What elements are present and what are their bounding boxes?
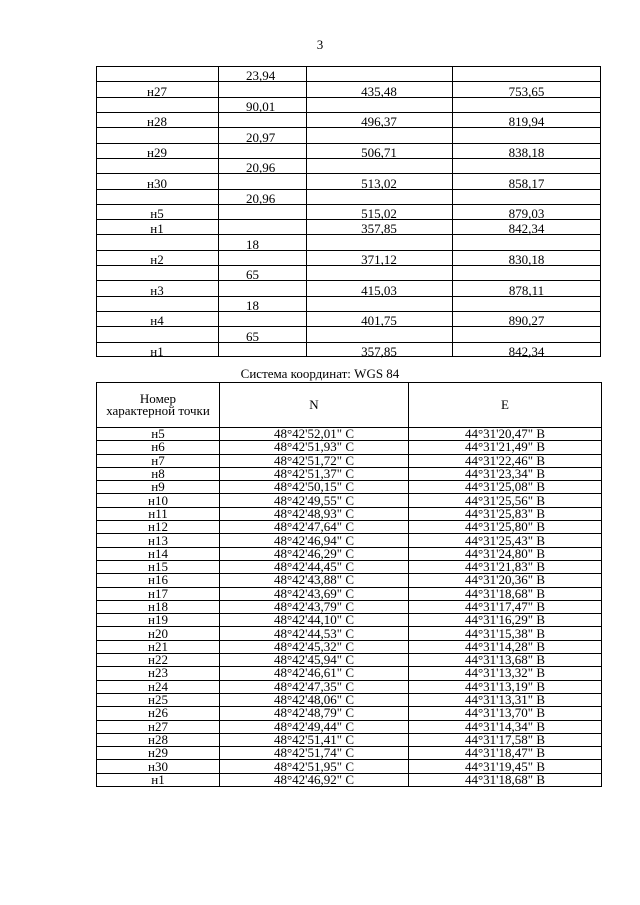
- column-divider: [452, 66, 453, 357]
- point-cell: н21: [97, 640, 220, 653]
- longitude-cell: 44°31'25,43" В: [409, 534, 602, 547]
- x-cell: 513,02: [361, 175, 397, 191]
- point-cell: н2: [150, 252, 164, 268]
- table-row: [96, 143, 601, 159]
- latitude-cell: 48°42'51,72" С: [220, 454, 409, 467]
- x-cell: 415,03: [361, 282, 397, 298]
- point-cell: н5: [97, 428, 220, 441]
- longitude-cell: 44°31'13,32" В: [409, 667, 602, 680]
- distance-cell: 20,97: [246, 129, 276, 145]
- point-cell: н4: [150, 313, 164, 329]
- latitude-cell: 48°42'52,01" С: [220, 428, 409, 441]
- x-cell: 515,02: [361, 206, 397, 222]
- distance-cell: 65: [246, 267, 259, 283]
- y-cell: 858,17: [508, 175, 545, 191]
- table-row: [96, 280, 601, 296]
- longitude-cell: 44°31'25,08" В: [409, 481, 602, 494]
- point-cell: н29: [97, 747, 220, 760]
- distance-cell: 18: [246, 298, 259, 314]
- point-cell: н1: [150, 221, 164, 237]
- longitude-cell: 44°31'14,34" В: [409, 720, 602, 733]
- latitude-cell: 48°42'46,61" С: [220, 667, 409, 680]
- latitude-cell: 48°42'50,15" С: [220, 481, 409, 494]
- latitude-cell: 48°42'45,32" С: [220, 640, 409, 653]
- point-cell: н18: [97, 600, 220, 613]
- latitude-cell: 48°42'44,53" С: [220, 627, 409, 640]
- table-row: [96, 66, 601, 82]
- latitude-cell: 48°42'43,88" С: [220, 574, 409, 587]
- latitude-cell: 48°42'51,93" С: [220, 441, 409, 454]
- table-row: [96, 296, 601, 312]
- longitude-cell: 44°31'13,31" В: [409, 693, 602, 706]
- table-row: [97, 747, 602, 760]
- table-row: [96, 326, 601, 342]
- longitude-cell: 44°31'22,46" В: [409, 454, 602, 467]
- distance-cell: 20,96: [246, 160, 276, 176]
- latitude-cell: 48°42'43,69" С: [220, 587, 409, 600]
- y-cell: 842,34: [508, 343, 545, 359]
- wgs84-table: [96, 382, 602, 787]
- point-cell: н23: [97, 667, 220, 680]
- coordinates-table: [96, 66, 601, 357]
- longitude-cell: 44°31'18,47" В: [409, 747, 602, 760]
- table-row: [96, 97, 601, 113]
- longitude-cell: 44°31'25,83" В: [409, 507, 602, 520]
- table-row: [96, 265, 601, 281]
- table-row: [96, 189, 601, 205]
- point-cell: н20: [97, 627, 220, 640]
- table-row: [96, 204, 601, 220]
- table-row: [96, 81, 601, 97]
- x-cell: 357,85: [361, 221, 397, 237]
- longitude-cell: 44°31'16,29" В: [409, 614, 602, 627]
- x-cell: 506,71: [361, 144, 397, 160]
- header-point-number: Номер характерной точки: [97, 383, 220, 428]
- longitude-cell: 44°31'13,68" В: [409, 654, 602, 667]
- x-cell: 435,48: [361, 83, 397, 99]
- point-cell: н28: [147, 114, 167, 130]
- column-divider: [306, 66, 307, 357]
- point-cell: н25: [97, 693, 220, 706]
- point-cell: н27: [147, 83, 167, 99]
- longitude-cell: 44°31'17,58" В: [409, 733, 602, 746]
- point-cell: н11: [97, 507, 220, 520]
- table-row: [97, 481, 602, 494]
- coordinate-system-caption: Система координат: WGS 84: [240, 366, 400, 381]
- table-row: [96, 158, 601, 174]
- point-cell: н9: [97, 481, 220, 494]
- longitude-cell: 44°31'19,45" В: [409, 760, 602, 773]
- point-cell: н30: [97, 760, 220, 773]
- x-cell: 357,85: [361, 343, 397, 359]
- table-row: [96, 127, 601, 143]
- header-row: [97, 383, 602, 428]
- point-cell: н8: [97, 467, 220, 480]
- distance-cell: 23,94: [246, 68, 276, 84]
- longitude-cell: 44°31'15,38" В: [409, 627, 602, 640]
- point-cell: н30: [147, 175, 167, 191]
- table-row: [96, 173, 601, 189]
- table-row: [96, 219, 601, 235]
- point-cell: н28: [97, 733, 220, 746]
- latitude-cell: 48°42'43,79" С: [220, 600, 409, 613]
- table-row: [97, 521, 602, 534]
- longitude-cell: 44°31'14,28" В: [409, 640, 602, 653]
- point-cell: н5: [150, 206, 164, 222]
- longitude-cell: 44°31'25,80" В: [409, 521, 602, 534]
- point-cell: н24: [97, 680, 220, 693]
- point-cell: н29: [147, 144, 167, 160]
- table-row: [96, 250, 601, 266]
- longitude-cell: 44°31'24,80" В: [409, 547, 602, 560]
- table-row: [97, 614, 602, 627]
- latitude-cell: 48°42'44,10" С: [220, 614, 409, 627]
- longitude-cell: 44°31'25,56" В: [409, 494, 602, 507]
- longitude-cell: 44°31'21,49" В: [409, 441, 602, 454]
- point-cell: н7: [97, 454, 220, 467]
- latitude-cell: 48°42'49,55" С: [220, 494, 409, 507]
- y-cell: 879,03: [508, 206, 545, 222]
- column-divider: [218, 66, 219, 357]
- longitude-cell: 44°31'20,36" В: [409, 574, 602, 587]
- longitude-cell: 44°31'21,83" В: [409, 560, 602, 573]
- point-cell: н1: [97, 773, 220, 786]
- latitude-cell: 48°42'46,94" С: [220, 534, 409, 547]
- point-cell: н3: [150, 282, 164, 298]
- latitude-cell: 48°42'46,29" С: [220, 547, 409, 560]
- y-cell: 878,11: [508, 282, 545, 298]
- table-row: [96, 234, 601, 250]
- latitude-cell: 48°42'44,45" С: [220, 560, 409, 573]
- y-cell: 819,94: [508, 114, 545, 130]
- y-cell: 753,65: [508, 83, 545, 99]
- point-cell: н10: [97, 494, 220, 507]
- point-cell: н12: [97, 521, 220, 534]
- point-cell: н1: [150, 343, 164, 359]
- point-cell: н19: [97, 614, 220, 627]
- y-cell: 830,18: [508, 252, 545, 268]
- table-row: [96, 342, 601, 357]
- latitude-cell: 48°42'51,74" С: [220, 747, 409, 760]
- latitude-cell: 48°42'48,93" С: [220, 507, 409, 520]
- longitude-cell: 44°31'13,19" В: [409, 680, 602, 693]
- point-cell: н16: [97, 574, 220, 587]
- header-n: N: [220, 383, 409, 428]
- table-row: [96, 311, 601, 327]
- longitude-cell: 44°31'18,68" В: [409, 587, 602, 600]
- longitude-cell: 44°31'17,47" В: [409, 600, 602, 613]
- y-cell: 838,18: [508, 144, 545, 160]
- point-cell: н14: [97, 547, 220, 560]
- distance-cell: 20,96: [246, 190, 276, 206]
- latitude-cell: 48°42'51,95" С: [220, 760, 409, 773]
- point-cell: н15: [97, 560, 220, 573]
- point-cell: н27: [97, 720, 220, 733]
- table-row: [96, 112, 601, 128]
- y-cell: 842,34: [508, 221, 545, 237]
- point-cell: н6: [97, 441, 220, 454]
- latitude-cell: 48°42'48,79" С: [220, 707, 409, 720]
- latitude-cell: 48°42'51,41" С: [220, 733, 409, 746]
- latitude-cell: 48°42'47,35" С: [220, 680, 409, 693]
- x-cell: 401,75: [361, 313, 397, 329]
- page-number: 3: [316, 37, 324, 52]
- point-cell: н13: [97, 534, 220, 547]
- point-cell: н22: [97, 654, 220, 667]
- x-cell: 371,12: [361, 252, 397, 268]
- point-cell: н26: [97, 707, 220, 720]
- x-cell: 496,37: [361, 114, 397, 130]
- latitude-cell: 48°42'48,06" С: [220, 693, 409, 706]
- longitude-cell: 44°31'23,34" В: [409, 467, 602, 480]
- point-cell: н17: [97, 587, 220, 600]
- distance-cell: 18: [246, 236, 259, 252]
- latitude-cell: 48°42'45,94" С: [220, 654, 409, 667]
- header-e: E: [409, 383, 602, 428]
- distance-cell: 65: [246, 328, 259, 344]
- y-cell: 890,27: [508, 313, 545, 329]
- longitude-cell: 44°31'18,68" В: [409, 773, 602, 786]
- latitude-cell: 48°42'49,44" С: [220, 720, 409, 733]
- distance-cell: 90,01: [246, 98, 276, 114]
- latitude-cell: 48°42'47,64" С: [220, 521, 409, 534]
- latitude-cell: 48°42'46,92" С: [220, 773, 409, 786]
- latitude-cell: 48°42'51,37" С: [220, 467, 409, 480]
- longitude-cell: 44°31'13,70" В: [409, 707, 602, 720]
- table-row: [97, 773, 602, 786]
- longitude-cell: 44°31'20,47" В: [409, 428, 602, 441]
